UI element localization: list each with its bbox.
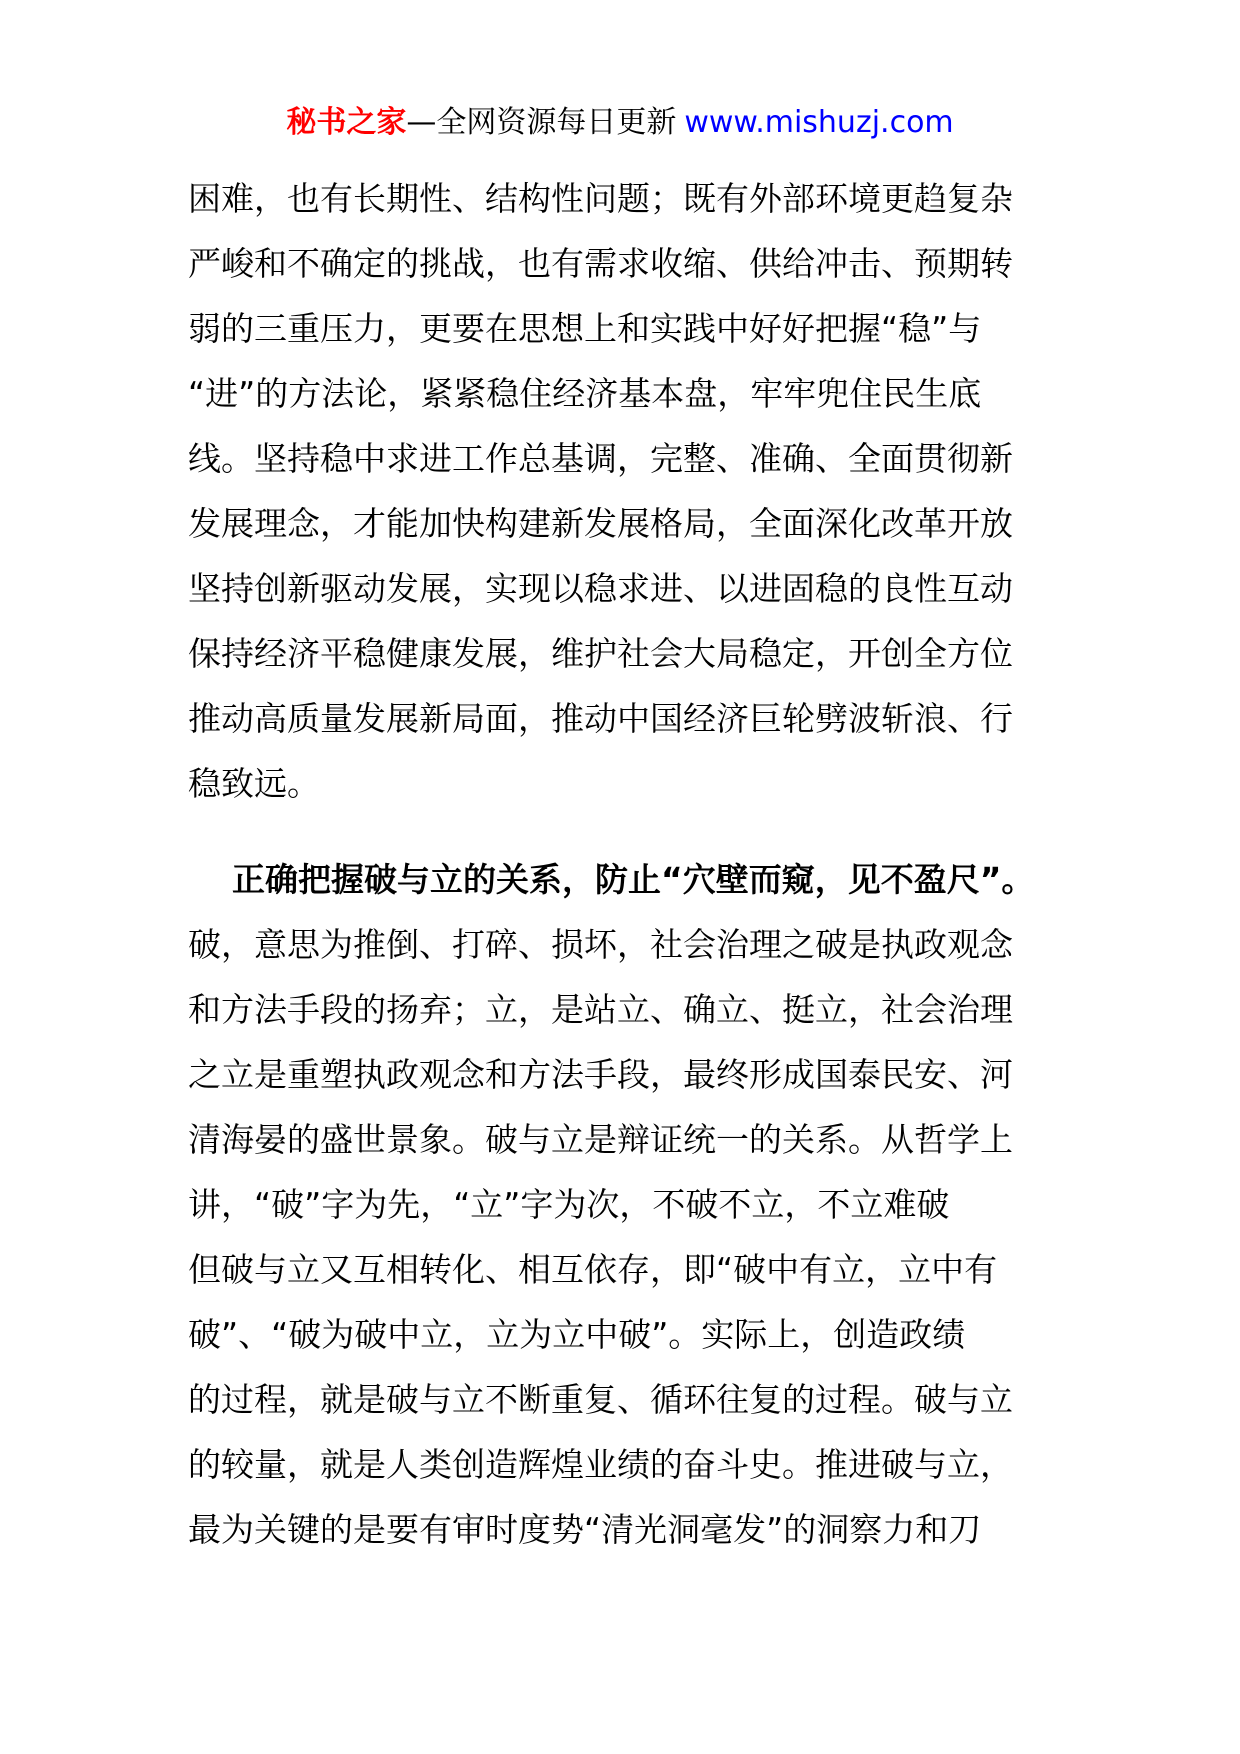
text-line: 破，意思为推倒、打碎、损坏，社会治理之破是执政观念 bbox=[188, 925, 1013, 964]
text-line: 破”、“破为破中立，立为立中破”。实际上，创造政绩 bbox=[188, 1315, 966, 1354]
text-line: 清海晏的盛世景象。破与立是辩证统一的关系。从哲学上 bbox=[188, 1120, 1013, 1159]
paragraph-1 bbox=[188, 166, 1074, 816]
text-line: 的过程，就是破与立不断重复、循环往复的过程。破与立 bbox=[188, 1380, 1013, 1419]
page-header bbox=[0, 101, 1240, 145]
site-brand: 秘书之家 bbox=[286, 105, 407, 140]
text-line: 保持经济平稳健康发展，维护社会大局稳定，开创全方位 bbox=[188, 634, 1013, 673]
text-line: 的较量，就是人类创造辉煌业绩的奋斗史。推进破与立， bbox=[188, 1445, 1013, 1484]
text-line: 稳致远。 bbox=[188, 764, 320, 803]
text-line: 线。坚持稳中求进工作总基调，完整、准确、全面贯彻新 bbox=[188, 439, 1013, 478]
text-line: 和方法手段的扬弃；立，是站立、确立、挺立，社会治理 bbox=[188, 990, 1013, 1029]
text-line: 但破与立又互相转化、相互依存，即“破中有立，立中有 bbox=[188, 1250, 998, 1289]
text-line: 坚持创新驱动发展，实现以稳求进、以进固稳的良性互动 bbox=[188, 569, 1013, 608]
text-line: 弱的三重压力，更要在思想上和实践中好好把握“稳”与 bbox=[188, 309, 982, 348]
site-tagline: —全网资源每日更新 bbox=[406, 105, 677, 140]
text-line: 严峻和不确定的挑战，也有需求收缩、供给冲击、预期转 bbox=[188, 244, 1013, 283]
text-line: 发展理念，才能加快构建新发展格局，全面深化改革开放 bbox=[188, 504, 1013, 543]
paragraph-2 bbox=[188, 912, 1074, 1562]
paragraph-gap bbox=[188, 816, 1074, 847]
document-body bbox=[188, 166, 1074, 1562]
text-line: 最为关键的是要有审时度势“清光洞毫发”的洞察力和刀 bbox=[188, 1510, 982, 1549]
text-line: 讲，“破”字为先，“立”字为次，不破不立，不立难破 bbox=[188, 1185, 950, 1224]
site-url[interactable]: www.mishuzj.com bbox=[684, 105, 954, 140]
section-heading: 正确把握破与立的关系，防止“穴壁而窥，见不盈尺”。 bbox=[232, 860, 1035, 899]
text-line: 之立是重塑执政观念和方法手段，最终形成国泰民安、河 bbox=[188, 1055, 1013, 1094]
text-line: “进”的方法论，紧紧稳住经济基本盘，牢牢兜住民生底 bbox=[188, 374, 982, 413]
text-line: 困难，也有长期性、结构性问题；既有外部环境更趋复杂 bbox=[188, 179, 1013, 218]
text-line: 推动高质量发展新局面，推动中国经济巨轮劈波斩浪、行 bbox=[188, 699, 1013, 738]
